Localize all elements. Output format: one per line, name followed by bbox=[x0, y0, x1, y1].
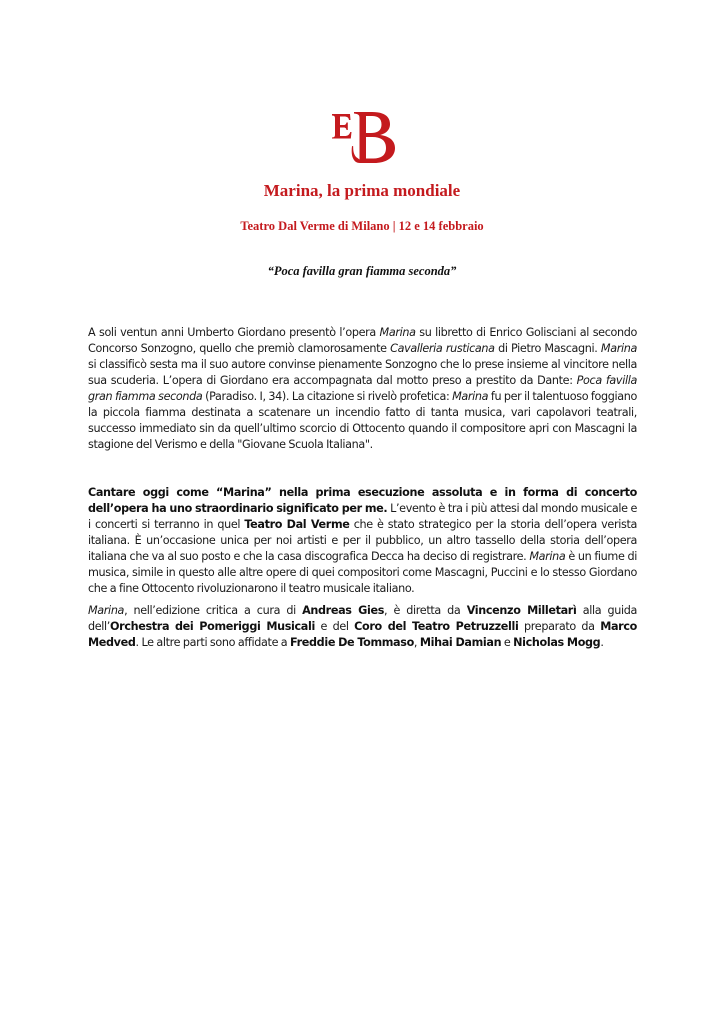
document-title: Marina, la prima mondiale bbox=[263, 181, 461, 200]
bold-run: Cantare oggi come “Marina” nella prima esecuzione assoluta e in forma di concerto dell’opera ha uno straordinario significato per me. bbox=[88, 486, 637, 515]
bold-run: Nicholas Mogg bbox=[513, 636, 601, 649]
text-run: A soli ventun anni Umberto Giordano presentò l’opera bbox=[88, 326, 380, 339]
document-subtitle: Teatro Dal Verme di Milano | 12 e 14 febbraio bbox=[240, 219, 484, 233]
text-run: e del bbox=[314, 620, 355, 633]
text-run: , è diretta da bbox=[384, 604, 467, 617]
italic-run: Poca favilla gran fiamma seconda bbox=[88, 374, 637, 403]
text-run: . Le altre parti sono affidate a bbox=[135, 636, 291, 649]
text-run: fu per il talentuoso foggiano la piccola fiamma destinata a scatenare un incendio fatto di tanta musica, vari capolavori teatrali, successo immediato sin da quell’ultimo scorcio di Ottocento quando il compositore apri con Mascagni la stagione del Verismo e della "Giovane Scuola Italiana". bbox=[88, 390, 637, 451]
eb-logo-icon bbox=[330, 108, 400, 166]
bold-run: Marco Medved bbox=[88, 620, 637, 649]
paragraph-cast bbox=[88, 603, 637, 651]
text-run: alla guida dell’ bbox=[88, 604, 637, 633]
italic-run: Marina bbox=[600, 342, 637, 355]
bold-run: Orchestra dei Pomeriggi Musicali bbox=[110, 620, 315, 633]
bold-run: Vincenzo Milletarì bbox=[466, 604, 577, 617]
italic-run: Marina bbox=[529, 550, 566, 563]
text-run: si classificò sesta ma il suo autore convinse pienamente Sonzogno che lo prese insieme al vincitore nella sua scuderia. L’opera di Giordano era accompagnata dal motto preso a prestito da Dante: bbox=[88, 358, 637, 387]
bold-run: Mihai Damian bbox=[419, 636, 502, 649]
motto-quote: “Poca favilla gran fiamma seconda” bbox=[267, 264, 457, 278]
text-run: . bbox=[600, 636, 604, 649]
bold-run: Teatro Dal Verme bbox=[244, 518, 350, 531]
bold-run: Freddie De Tommaso bbox=[290, 636, 414, 649]
paragraph-intro bbox=[88, 325, 637, 453]
text-run: , nell’edizione critica a cura di bbox=[124, 604, 303, 617]
text-run: e bbox=[501, 636, 514, 649]
italic-run: Marina bbox=[452, 390, 489, 403]
bold-run: Andreas Gies bbox=[302, 604, 385, 617]
text-run: (Paradiso. I, 34). La citazione si rivelò profetica: bbox=[202, 390, 453, 403]
text-run: , bbox=[413, 636, 420, 649]
paragraph-quote bbox=[88, 485, 637, 597]
italic-run: Marina bbox=[88, 604, 125, 617]
text-run: L’evento è tra i più attesi dal mondo musicale e i concerti si terranno in quel bbox=[88, 502, 637, 531]
text-run: è un fiume di musica, simile in questo alle altre opere di quei compositori come Mascagni, Puccini e lo stesso Giordano che a fine Ottocento rivoluzionarono il teatro musicale italiano. bbox=[88, 550, 637, 595]
text-run: che è stato strategico per la storia dell’opera verista italiana. È un’occasione unica per noi artisti e per il pubblico, un altro tassello della storia dell’opera italiana che va al suo posto e che la casa discografica Decca ha deciso di registrare. bbox=[88, 518, 637, 563]
bold-run: Coro del Teatro Petruzzelli bbox=[354, 620, 519, 633]
text-run: preparato da bbox=[518, 620, 601, 633]
italic-run: Cavalleria rusticana bbox=[390, 342, 495, 355]
text-run: su libretto di Enrico Golisciani al secondo Concorso Sonzogno, quello che premiò clamorosamente bbox=[88, 326, 637, 355]
text-run: di Pietro Mascagni. bbox=[494, 342, 601, 355]
italic-run: Marina bbox=[379, 326, 416, 339]
